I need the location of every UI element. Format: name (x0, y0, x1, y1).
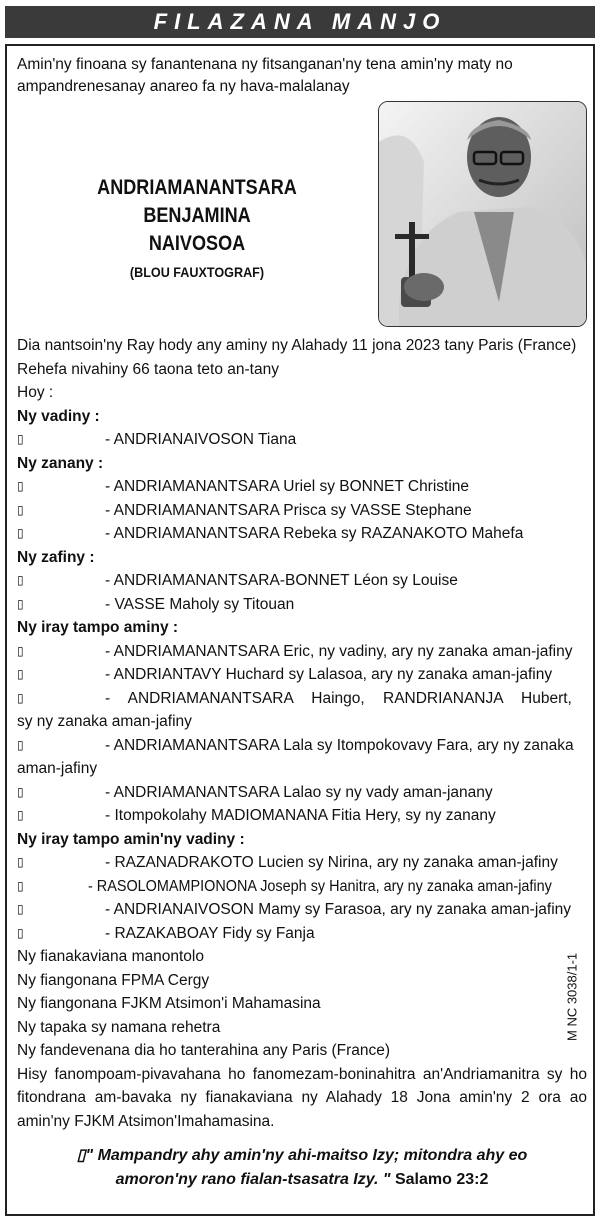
closing-line: Ny fandevenana dia ho tanterahina any Paris (France) (17, 1042, 391, 1059)
deceased-name-line1: ANDRIAMANANTSARA BENJAMINA (97, 176, 297, 227)
list-item: ▯ - ANDRIAMANANTSARA Haingo, RANDRIANANJA Hubert, (17, 689, 572, 707)
intro-text: Amin'ny finoana sy fanantenana ny fitsanganan'ny tena amin'ny maty no ampandrenesanay anareo fa ny hava-malalanay (17, 56, 513, 95)
quote-line1: ▯" Mampandry ahy amin'ny ahi-maitso Izy; mitondra ahy eo (76, 1147, 528, 1164)
list-item-continuation: sy ny zanaka aman-jafiny (17, 713, 192, 730)
list-item: ▯ - Itompokolahy MADIOMANANA Fitia Hery, sy ny zanany (17, 807, 496, 824)
list-item: ▯ - ANDRIANAIVOSON Mamy sy Farasoa, ary ny zanaka aman-jafiny (17, 901, 572, 918)
quote-reference: Salamo 23:2 (394, 1171, 489, 1188)
list-item: ▯ - VASSE Maholy sy Titouan (17, 595, 295, 613)
section-heading-spouse: Ny vadiny : (17, 407, 100, 425)
list-item: ▯ - RAZAKABOAY Fidy sy Fanja (17, 924, 315, 942)
quote-line2-wrap (17, 1168, 587, 1192)
section-heading-grandchildren: Ny zafiny : (17, 548, 95, 566)
list-item-continuation: aman-jafiny (17, 760, 98, 777)
closing-line: Ny fianakaviana manontolo (17, 948, 204, 965)
hoy-label: Hoy : (17, 384, 54, 401)
list-item: ▯ - RAZANADRAKOTO Lucien sy Nirina, ary ny zanaka aman-jafiny (17, 854, 558, 871)
deceased-name-line2: NAIVOSOA (148, 232, 246, 255)
list-item: ▯ - ANDRIAMANANTSARA Uriel sy BONNET Christine (17, 478, 470, 495)
reference-code: M NC 3038/1-1 (564, 952, 580, 1042)
death-line: Dia nantsoin'ny Ray hody any aminy ny Alahady 11 jona 2023 tany Paris (France) (17, 337, 577, 354)
list-item: ▯ - ANDRIAMANANTSARA Eric, ny vadiny, ary ny zanaka aman-jafiny (17, 642, 573, 660)
closing-line: Ny fiangonana FJKM Atsimon'i Mahamasina (17, 995, 321, 1012)
list-item: ▯ - RASOLOMAMPIONONA Joseph sy Hanitra, ary ny zanaka aman-jafiny (17, 877, 553, 895)
deceased-nickname: (BLOU FAUXTOGRAF) (129, 264, 265, 280)
section-heading-siblings: Ny iray tampo aminy : (17, 619, 179, 636)
list-item: ▯ - ANDRIAMANANTSARA Rebeka sy RAZANAKOTO Mahefa (17, 525, 524, 542)
list-item: ▯ - ANDRIANAIVOSON Tiana (17, 431, 297, 448)
header-title: FILAZANA MANJO (153, 9, 447, 34)
quote-line2: amoron'ny rano fialan-tsasatra Izy. " (115, 1171, 391, 1188)
obituary-body (17, 334, 587, 1133)
list-item: ▯ - ANDRIAMANANTSARA Prisca sy VASSE Stephane (17, 501, 472, 519)
list-item: ▯ - ANDRIAMANANTSARA Lala sy Itompokovavy Fara, ary ny zanaka (17, 736, 574, 754)
service-announcement: Hisy fanompoam-pivavahana ho fanomezam-boninahitra an'Andriamanitra sy ho fitondrana am-bavaka ny fianakaviana ny Alahady 18 Jona amin'ny 2 ora ao amin'ny FJKM Atsimon'Imahamasina. (17, 1065, 587, 1130)
list-item: ▯ - ANDRIAMANANTSARA-BONNET Léon sy Louise (17, 572, 458, 589)
age-line: Rehefa nivahiny 66 taona teto an-tany (17, 360, 279, 378)
list-item: ▯ - ANDRIANTAVY Huchard sy Lalasoa, ary ny zanaka aman-jafiny (17, 666, 553, 683)
section-heading-children: Ny zanany : (17, 454, 104, 472)
name-block (17, 174, 377, 280)
scripture-quote (17, 1144, 587, 1192)
closing-line: Ny tapaka sy namana rehetra (17, 1018, 221, 1036)
section-heading-spouse-siblings: Ny iray tampo amin'ny vadiny : (17, 830, 245, 848)
closing-line: Ny fiangonana FPMA Cergy (17, 971, 210, 989)
portrait-photo (378, 101, 587, 327)
list-item: ▯ - ANDRIAMANANTSARA Lalao sy ny vady aman-janany (17, 783, 493, 801)
page-header (5, 6, 595, 38)
obituary-frame (5, 44, 595, 1216)
